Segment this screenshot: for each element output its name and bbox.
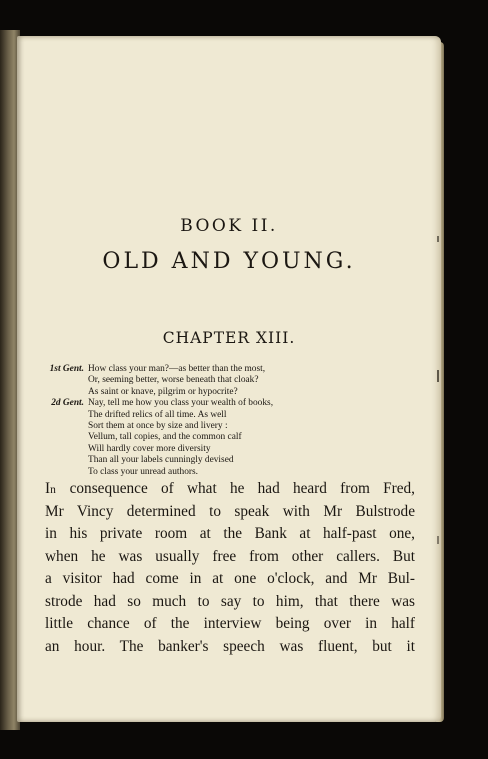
epigraph xyxy=(39,364,419,478)
epigraph-line xyxy=(39,455,419,466)
book-title: OLD AND YOUNG. xyxy=(102,249,356,274)
epigraph-text: Vellum, tall copies, and the common calf xyxy=(88,432,242,443)
epigraph-speaker: 1st Gent. xyxy=(49,364,84,374)
small-caps-rest: n xyxy=(50,484,57,496)
epigraph-text: Or, seeming better, worse beneath that cloak? xyxy=(88,375,259,386)
epigraph-text: Will hardly cover more diversity xyxy=(88,443,211,454)
epigraph-line xyxy=(39,375,419,386)
epigraph-text: As saint or knave, pilgrim or hypocrite? xyxy=(88,386,238,397)
epigraph-line xyxy=(39,421,419,432)
epigraph-text: How class your man?—as better than the most, xyxy=(88,364,266,374)
book-label: BOOK II. xyxy=(180,216,278,236)
body-line: strode had so much to say to him, that there was xyxy=(45,592,415,610)
body-line: Mr Vincy determined to speak with Mr Bulstrode xyxy=(45,502,415,520)
epigraph-line xyxy=(39,467,419,478)
epigraph-speaker: 2d Gent. xyxy=(51,398,84,409)
first-line-text: consequence of what he had heard from Fred, xyxy=(69,480,416,497)
body-line-first xyxy=(45,478,415,501)
epigraph-line xyxy=(39,444,419,455)
epigraph-line xyxy=(39,387,419,398)
body-line: in his private room at the Bank at half-past one, xyxy=(45,525,415,542)
margin-mark xyxy=(437,236,439,242)
epigraph-text: Nay, tell me how you class your wealth of books, xyxy=(88,398,274,409)
body-line: an hour. The banker's speech was fluent, but it xyxy=(45,637,415,655)
epigraph-line xyxy=(39,410,419,421)
epigraph-text: Than all your labels cunningly devised xyxy=(88,455,234,466)
chapter-body xyxy=(45,478,415,658)
margin-mark xyxy=(437,536,439,544)
body-line: a visitor had come in at one o'clock, and Mr Bul- xyxy=(45,570,415,587)
epigraph-text: The drifted relics of all time. As well xyxy=(88,409,227,420)
body-line: little chance of the interview being over in half xyxy=(45,615,415,632)
epigraph-text: Sort them at once by size and livery : xyxy=(88,420,228,431)
epigraph-line xyxy=(39,432,419,443)
epigraph-text: To class your unread authors. xyxy=(88,466,198,477)
margin-mark xyxy=(437,370,439,382)
body-line: when he was usually free from other callers. But xyxy=(45,547,415,565)
chapter-heading: CHAPTER XIII. xyxy=(162,329,296,347)
book-page xyxy=(17,36,441,722)
epigraph-line xyxy=(39,364,419,375)
epigraph-line xyxy=(39,398,419,409)
drop-capital: I xyxy=(45,480,51,497)
